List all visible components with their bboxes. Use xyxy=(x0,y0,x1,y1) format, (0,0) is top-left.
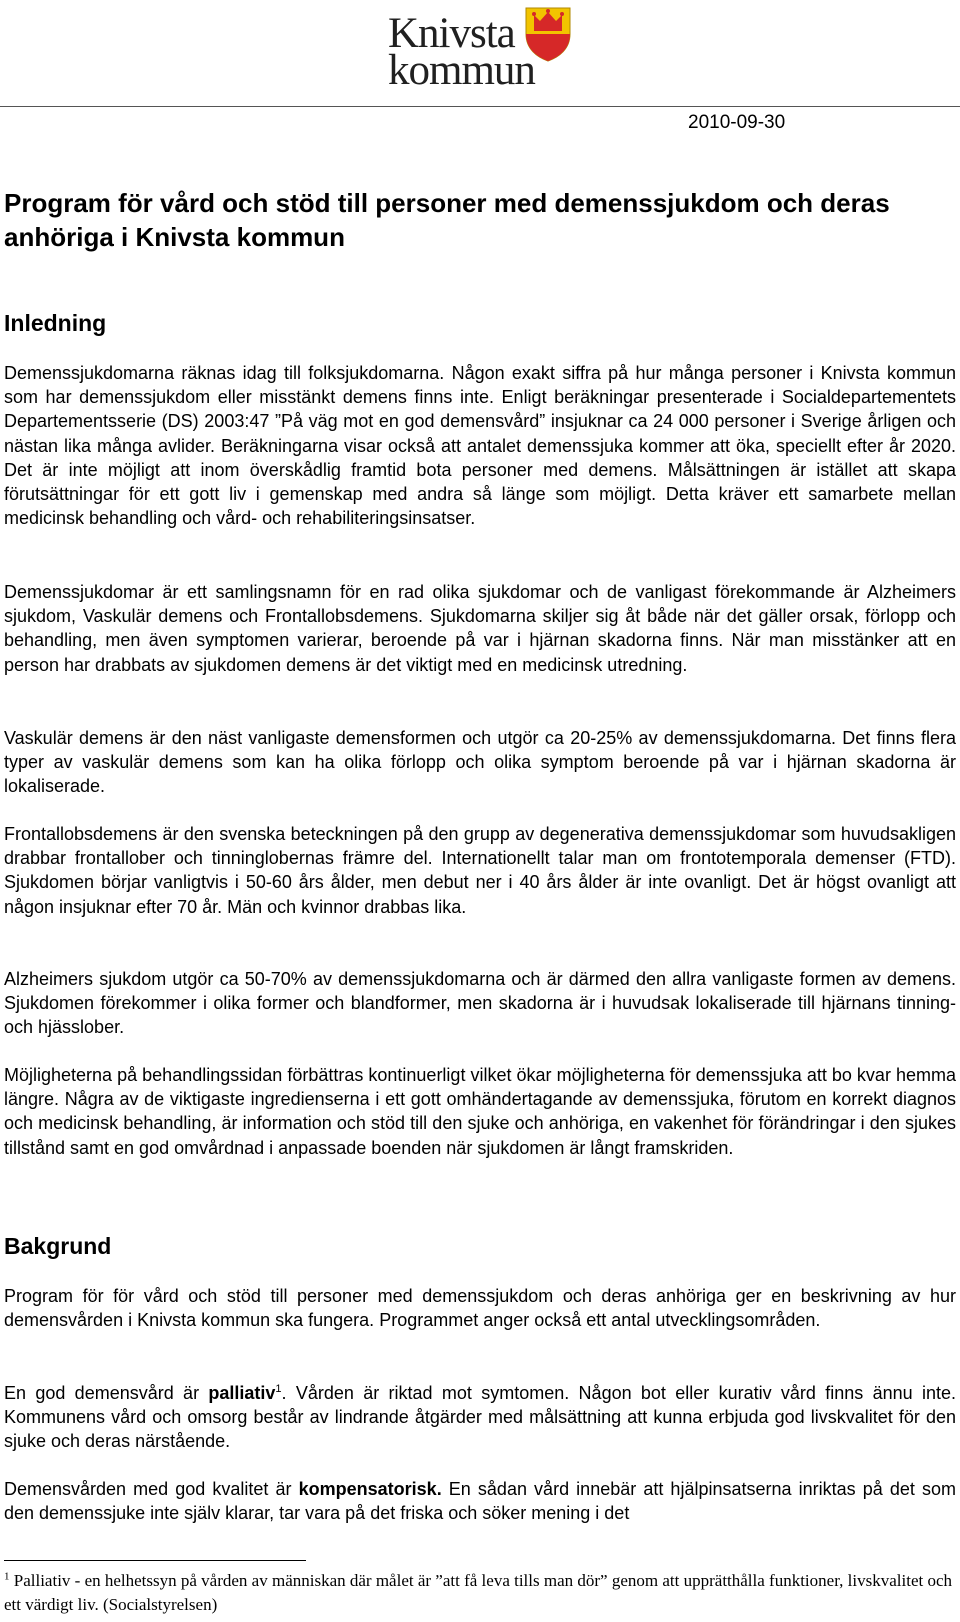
paragraph-7: Program för för vård och stöd till personer med demenssjukdom och deras anhöriga ger en beskrivning av hur demensvården i Knivsta kommun ska fungera. Programmet anger också ett antal utvecklingsområden. xyxy=(4,1286,956,1331)
paragraph-1: Demenssjukdomarna räknas idag till folksjukdomarna. Någon exakt siffra på hur många personer i Knivsta kommun som har demenssjukdom eller misstänkt demens finns inte. Enligt beräkningar presenterade i Socialdepartementets Departementsserie (DS) 2003:47 ”På väg mot en god demensvård” insjuknar ca 24 000 personer i Sverige årligen och nästan lika många avlider. Beräkningarna visar också att antalet demenssjuka kommer att öka, speciellt efter år 2020. Det är inte möjligt att inom överskådlig framtid bota personer med demens. Målsättningen är istället att skapa förutsättningar för ett gott liv i gemenskap med andra så länge som möjligt. Detta kräver ett samarbete mellan medicinsk behandling och vård- och rehabiliteringsinsatser. xyxy=(4,363,956,529)
heading-bakgrund: Bakgrund xyxy=(4,1233,112,1259)
paragraph-3: Vaskulär demens är den näst vanligaste demensformen och utgör ca 20-25% av demenssjukdomarna. Det finns flera typer av vaskulär demens som kan ha olika förlopp och olika symptom beroende på var i hjärnan skadorna är lokaliserade. xyxy=(4,728,956,797)
header-divider xyxy=(0,106,960,107)
footnote-reference[interactable]: 1 xyxy=(275,1383,282,1395)
footnote-divider xyxy=(4,1560,306,1561)
paragraph-4: Frontallobsdemens är den svenska beteckningen på den grupp av degenerativa demenssjukdomar som huvudsakligen drabbar frontallober och tinninglobernas främre del. Internationellt talar man om frontotemporala demenser (FTD). Sjukdomen börjar vanligtvis i 50-60 års ålder, men debut ner i 40 års ålder är inte ovanligt. Det är högst ovanligt att någon insjuknar efter 70 år. Män och kvinnor drabbas lika. xyxy=(4,824,956,917)
footnote xyxy=(4,1569,956,1617)
paragraph-9-text-end: En sådan vård innebär att hjälpinsatserna inriktas på det som den demenssjuke inte själv klarar, tar vara på det friska och söker mening i det xyxy=(4,1479,956,1524)
paragraph-6: Möjligheterna på behandlingssidan förbättras kontinuerligt vilket ökar möjligheterna för demenssjuka att bo kvar hemma längre. Några av de viktigaste ingredienserna i ett gott omhändertagande av demenssjuka, förutom en korrekt diagnos och medicinsk behandling, är information och stöd till den sjuke och anhöriga, en vakenhet för förändringar i den sjukes tillstånd samt en god omvårdnad i anpassade boenden när sjukdomen är långt framskriden. xyxy=(4,1065,956,1158)
logo-text-kommun: kommun xyxy=(388,47,535,94)
paragraph-2: Demenssjukdomar är ett samlingsnamn för en rad olika sjukdomar och de vanligast förekommande är Alzheimers sjukdom, Vaskulär demens och Frontallobsdemens. Sjukdomarna skiljer sig åt både när det gäller orsak, förlopp och behandling, men även symptomen varierar, beroende på var i hjärnan skadorna finns. När man misstänker att en person har drabbats av sjukdomen demens är det viktigt med en medicinsk utredning. xyxy=(4,582,956,675)
paragraph-9 xyxy=(4,1477,956,1525)
logo-text-knivsta: Knivsta xyxy=(388,10,515,57)
paragraph-8-text-end: . Vården är riktad mot symtomen. Någon bot eller kurativ vård finns ännu inte. Kommunens vård och omsorg består av lindrande åtgärder med målsättning att kunna erbjuda god livskvalitet för den sjuke och deras närstående. xyxy=(4,1383,956,1452)
paragraph-5: Alzheimers sjukdom utgör ca 50-70% av demenssjukdomarna och är därmed den allra vanligaste formen av demens. Sjukdomen förekommer i olika former och blandformer, men skadorna är i huvudsak lokaliserade till hjärnans tinning- och hjässlober. xyxy=(4,969,956,1038)
footnote-marker: 1 xyxy=(4,1570,10,1583)
term-kompensatorisk: kompensatorisk. xyxy=(298,1479,442,1499)
document-title: Program för vård och stöd till personer med demenssjukdom och deras anhöriga i Knivsta kommun xyxy=(4,188,890,252)
footnote-text: Palliativ - en helhetssyn på vården av människan där målet är ”att få leva tills man dör” genom att upprätthålla funktioner, livskvalitet och ett värdigt liv. (Socialstyrelsen) xyxy=(4,1571,953,1614)
crown-shield-icon xyxy=(523,4,573,62)
heading-inledning: Inledning xyxy=(4,310,107,336)
term-palliativ: palliativ xyxy=(208,1383,276,1403)
knivsta-kommun-logo xyxy=(388,4,588,94)
paragraph-8-text-start: En god demensvård är xyxy=(4,1383,209,1403)
paragraph-8 xyxy=(4,1381,956,1454)
paragraph-9-text-start: Demensvården med god kvalitet är xyxy=(4,1479,299,1499)
document-date: 2010-09-30 xyxy=(688,112,786,133)
